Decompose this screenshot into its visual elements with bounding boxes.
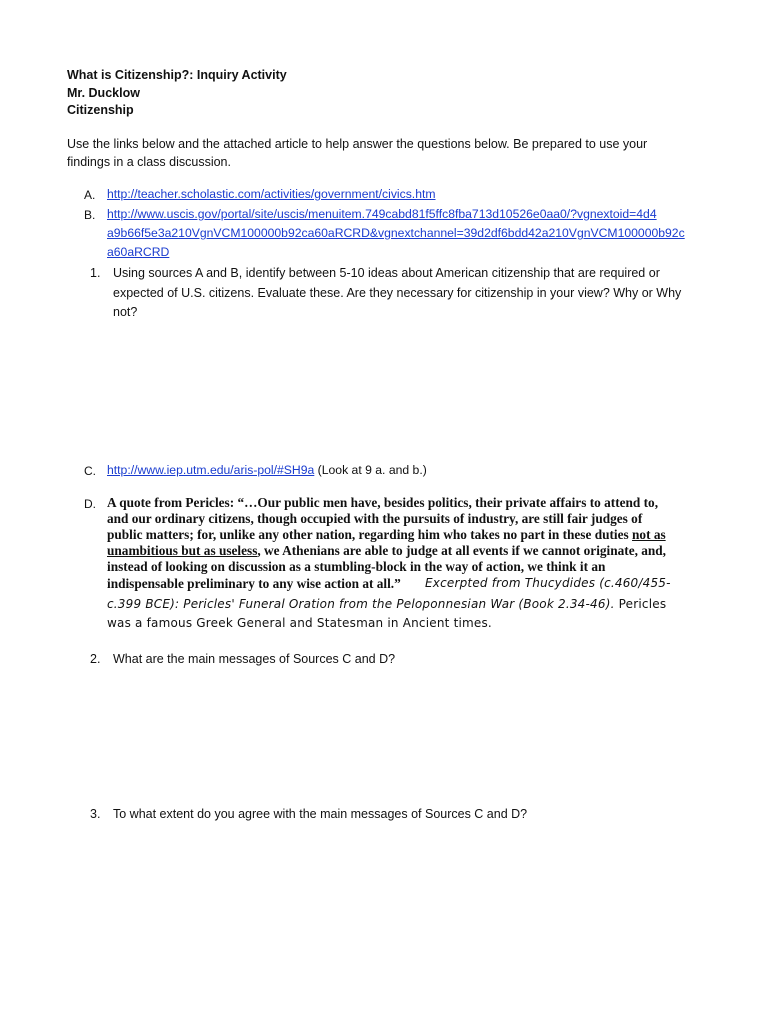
citation-line-3: was a famous Greek General and Statesman in Ancient times. — [107, 616, 492, 630]
source-b-link-line-1[interactable]: http://www.uscis.gov/portal/site/uscis/menuitem.749cabd81f5ffc8fba713d10526e0aa0/?vgnextoid=4d4 — [107, 207, 657, 221]
instructions-line-1: Use the links below and the attached article to help answer the questions below. Be prepared to use your — [67, 137, 648, 151]
source-a-link[interactable]: http://teacher.scholastic.com/activities/government/civics.htm — [107, 187, 436, 201]
source-d-label: D. — [84, 497, 96, 511]
pericles-quote-line-6: indispensable preliminary to any wise action at all.” — [107, 576, 401, 591]
source-c-link[interactable]: http://www.iep.utm.edu/aris-pol/#SH9a — [107, 463, 315, 477]
citation-line-1: Excerpted from Thucydides (c.460/455- — [425, 576, 671, 590]
source-b-link-line-2[interactable]: a9b66f5e3a210VgnVCM100000b92ca60aRCRD&vgnextchannel=39d2df6bdd42a210VgnVCM100000b92c — [107, 226, 685, 240]
pericles-quote-line-1: A quote from Pericles: “…Our public men have, besides politics, their private affairs to attend to, — [107, 495, 659, 510]
source-a-label: A. — [84, 188, 96, 202]
pericles-quote-line-3: public matters; for, unlike any other nation, regarding him who takes no part in these duties not as — [107, 527, 666, 542]
pericles-quote-line-4: unambitious but as useless, we Athenians are able to judge at all events if we cannot originate, and, — [107, 543, 667, 558]
source-b-link-line-3[interactable]: a60aRCRD — [107, 245, 170, 259]
source-c-label: C. — [84, 464, 96, 478]
pericles-quote-line-2: and our ordinary citizens, though occupied with the pursuits of industry, are still fair judges of — [107, 511, 643, 526]
instructions-line-2: findings in a class discussion. — [67, 155, 231, 169]
teacher-name: Mr. Ducklow — [67, 86, 140, 100]
citation-line-2: c.399 BCE): Pericles' Funeral Oration from the Peloponnesian War (Book 2.34-46). Pericles — [107, 597, 667, 611]
question-3-number: 3. — [90, 807, 101, 821]
question-3-text: To what extent do you agree with the main messages of Sources C and D? — [113, 807, 528, 821]
question-2-number: 2. — [90, 652, 101, 666]
question-1-line-3: not? — [113, 305, 138, 319]
source-b-label: B. — [84, 208, 96, 222]
source-c-note: (Look at 9 a. and b.) — [314, 463, 427, 477]
question-2-text: What are the main messages of Sources C and D? — [113, 652, 396, 666]
question-1-line-1: Using sources A and B, identify between 5-10 ideas about American citizenship that are required or — [113, 266, 660, 280]
worksheet-title: What is Citizenship?: Inquiry Activity — [67, 68, 287, 82]
question-1-number: 1. — [90, 266, 101, 280]
pericles-quote-line-5: instead of looking on discussion as a stumbling-block in the way of action, we think it an — [107, 559, 606, 574]
underlined-phrase-part-2: unambitious but as useless — [107, 543, 258, 558]
question-1-line-2: expected of U.S. citizens. Evaluate these. Are they necessary for citizenship in your view? Why or Why — [113, 286, 682, 300]
underlined-phrase-part-1: not as — [632, 527, 666, 542]
source-c-line — [107, 463, 427, 477]
course-name: Citizenship — [67, 103, 134, 117]
